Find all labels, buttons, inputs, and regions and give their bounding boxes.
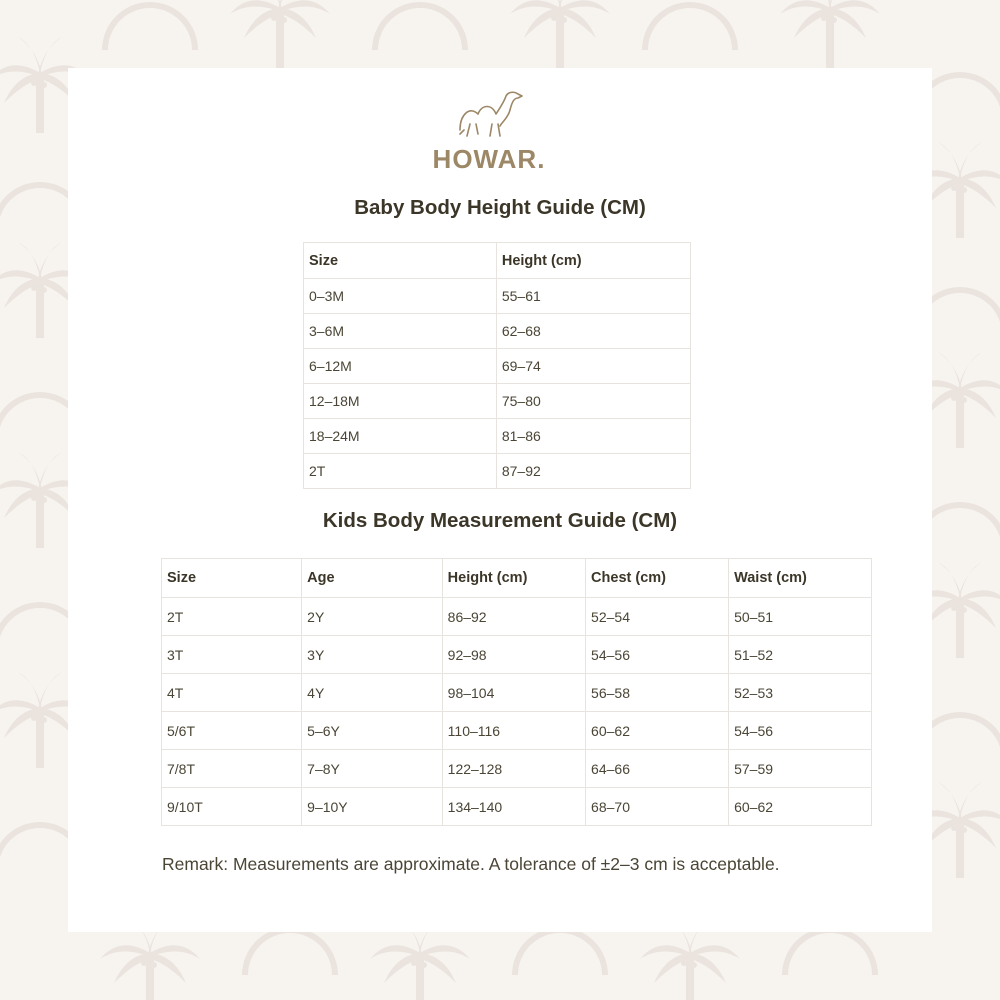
table-cell: 9–10Y bbox=[302, 788, 443, 826]
table-cell: 4Y bbox=[302, 674, 443, 712]
table-cell: 7–8Y bbox=[302, 750, 443, 788]
table-cell: 57–59 bbox=[729, 750, 872, 788]
table-cell: 0–3M bbox=[304, 279, 497, 314]
table-cell: 55–61 bbox=[496, 279, 690, 314]
table-row bbox=[304, 454, 691, 489]
table-cell: 6–12M bbox=[304, 349, 497, 384]
remark-note: Remark: Measurements are approximate. A tolerance of ±2–3 cm is acceptable. bbox=[162, 854, 780, 874]
table-row bbox=[162, 674, 872, 712]
table-cell: 2T bbox=[162, 598, 302, 636]
table-cell: 5–6Y bbox=[302, 712, 443, 750]
table-cell: 87–92 bbox=[496, 454, 690, 489]
brand-wordmark: HOWAR. bbox=[432, 144, 546, 174]
table-cell: 18–24M bbox=[304, 419, 497, 454]
table-cell: 92–98 bbox=[442, 636, 585, 674]
header-cell: Waist (cm) bbox=[729, 559, 872, 598]
table-cell: 12–18M bbox=[304, 384, 497, 419]
table-cell: 50–51 bbox=[729, 598, 872, 636]
table-cell: 51–52 bbox=[729, 636, 872, 674]
header-cell: Chest (cm) bbox=[586, 559, 729, 598]
header-cell: Height (cm) bbox=[442, 559, 585, 598]
table-row bbox=[304, 279, 691, 314]
table-cell: 3Y bbox=[302, 636, 443, 674]
table-row bbox=[162, 788, 872, 826]
table-cell: 81–86 bbox=[496, 419, 690, 454]
table-row bbox=[304, 349, 691, 384]
table-header-row bbox=[304, 243, 691, 279]
header-cell: Age bbox=[302, 559, 443, 598]
table-cell: 5/6T bbox=[162, 712, 302, 750]
table-cell: 2T bbox=[304, 454, 497, 489]
table-cell: 52–54 bbox=[586, 598, 729, 636]
table-row bbox=[304, 419, 691, 454]
pattern-top bbox=[105, 0, 880, 68]
table-cell: 122–128 bbox=[442, 750, 585, 788]
baby-height-table bbox=[303, 242, 691, 489]
table-cell: 86–92 bbox=[442, 598, 585, 636]
header-cell: Height (cm) bbox=[496, 243, 690, 279]
kids-guide-title: Kids Body Measurement Guide (CM) bbox=[322, 509, 678, 532]
header-cell: Size bbox=[304, 243, 497, 279]
table-row bbox=[162, 598, 872, 636]
table-cell: 134–140 bbox=[442, 788, 585, 826]
table-cell: 75–80 bbox=[496, 384, 690, 419]
table-cell: 4T bbox=[162, 674, 302, 712]
table-cell: 68–70 bbox=[586, 788, 729, 826]
baby-guide-title: Baby Body Height Guide (CM) bbox=[354, 196, 646, 219]
table-cell: 64–66 bbox=[586, 750, 729, 788]
table-row bbox=[162, 750, 872, 788]
table-cell: 3–6M bbox=[304, 314, 497, 349]
camel-icon bbox=[460, 92, 522, 136]
table-header-row bbox=[162, 559, 872, 598]
table-cell: 60–62 bbox=[729, 788, 872, 826]
table-cell: 54–56 bbox=[586, 636, 729, 674]
brand-logo bbox=[430, 84, 548, 174]
kids-measurement-table bbox=[161, 558, 872, 826]
table-cell: 54–56 bbox=[729, 712, 872, 750]
table-cell: 3T bbox=[162, 636, 302, 674]
table-cell: 69–74 bbox=[496, 349, 690, 384]
header-cell: Size bbox=[162, 559, 302, 598]
table-cell: 9/10T bbox=[162, 788, 302, 826]
table-cell: 110–116 bbox=[442, 712, 585, 750]
table-cell: 62–68 bbox=[496, 314, 690, 349]
table-row bbox=[162, 712, 872, 750]
table-cell: 56–58 bbox=[586, 674, 729, 712]
table-row bbox=[304, 384, 691, 419]
table-cell: 52–53 bbox=[729, 674, 872, 712]
table-cell: 60–62 bbox=[586, 712, 729, 750]
table-row bbox=[162, 636, 872, 674]
table-cell: 7/8T bbox=[162, 750, 302, 788]
table-row bbox=[304, 314, 691, 349]
table-cell: 98–104 bbox=[442, 674, 585, 712]
table-cell: 2Y bbox=[302, 598, 443, 636]
